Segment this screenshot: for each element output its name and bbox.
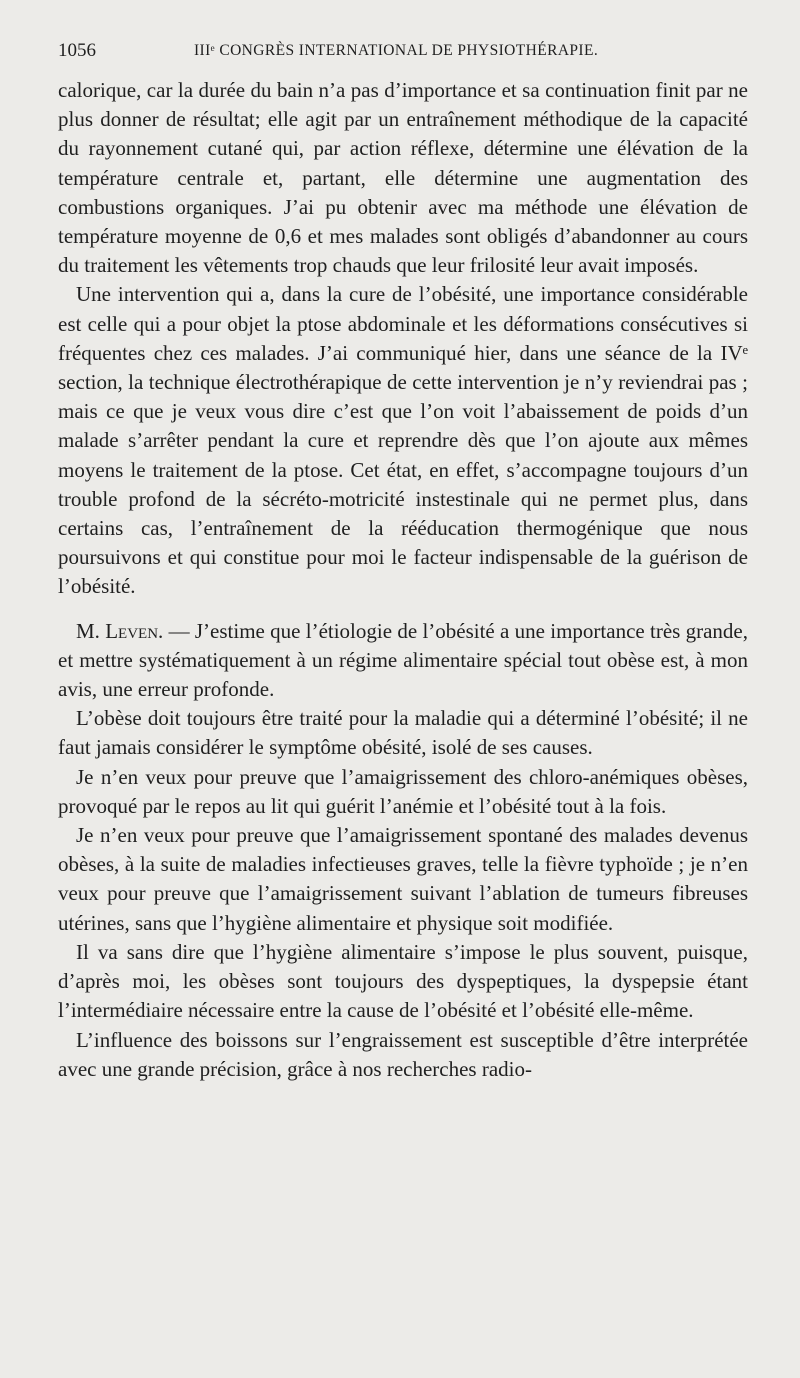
paragraph-leven-text: — J’estime que l’étiologie de l’obésité a une importance très grande, et mettre systématiquement à un régime alimentaire spécial tout obèse est, à mon avis, une erreur profonde. — [58, 618, 748, 702]
running-title: IIIᵉ CONGRÈS INTERNATIONAL DE PHYSIOTHÉRAPIE. — [194, 42, 599, 59]
paragraph-hygiene: Il va sans dire que l’hygiène alimentaire s’impose le plus souvent, puisque, d’après moi, les obèses sont toujours des dyspeptiques, la dyspepsie étant l’intermédiaire nécessaire entre la cause de l’obésité et l’obésité elle-même. — [58, 939, 748, 1023]
body-text — [58, 76, 748, 1084]
paragraph-amaigrissement: Je n’en veux pour preuve que l’amaigrissement spontané des malades devenus obèses, à la suite de maladies infectieuses graves, telle la fièvre typhoïde ; je n’en veux pour preuve que l’amaigrissement suivant l’ablation de tumeurs fibreuses utérines, sans que l’hygiène alimentaire et physique soit modifiée. — [58, 823, 748, 935]
paragraph-continuation: calorique, car la durée du bain n’a pas d’importance et sa continuation finit par ne plus donner de résultat; elle agit par un entraînement méthodique de la capacité du rayonnement cutané qui, par action réflexe, détermine une élévation de la température centrale et, partant, elle détermine une augmentation des combustions organiques. J’ai pu obtenir avec ma méthode une élévation de température moyenne de 0,6 et mes malades sont obligés d’abandonner au cours du traitement les vêtements trop chauds que leur frilosité leur avait imposés. — [58, 78, 748, 278]
paragraph-etiologie: L’obèse doit toujours être traité pour la maladie qui a déterminé l’obésité; il ne faut jamais considérer le symptôme obésité, isolé de ses causes. — [58, 706, 748, 760]
page-header — [58, 40, 748, 70]
paragraph-leven-intro — [58, 617, 748, 705]
speaker-name: M. Leven. — [76, 618, 164, 643]
paragraph-ptose: Une intervention qui a, dans la cure de l’obésité, une importance considérable est celle qui a pour objet la ptose abdominale et les déformations consécutives si fréquentes chez ces malades. J’ai communiqué hier, dans une séance de la IVᵉ section, la technique électrothérapique de cette intervention je n’y reviendrai pas ; mais ce que je veux vous dire c’est que l’on voit l’abaissement de poids d’un malade s’arrêter pendant la cure et reprendre dès que l’on ajoute aux mêmes moyens le traitement de la ptose. Cet état, en effet, s’accompagne toujours d’un trouble profond de la sécréto-motricité instestinale qui ne permet plus, dans certains cas, l’entraînement de la rééducation thermogénique que nous poursuivons et qui constitue pour moi le facteur indispensable de la guérison de l’obésité. — [58, 282, 748, 599]
page-number: 1056 — [58, 40, 96, 61]
paragraph-chloro-anemiques: Je n’en veux pour preuve que l’amaigrissement des chloro-anémiques obèses, provoqué par le repos au lit qui guérit l’anémie et l’obésité tout à la fois. — [58, 764, 748, 818]
paragraph-boissons: L’influence des boissons sur l’engraissement est susceptible d’être interprétée avec une grande précision, grâce à nos recherches radio- — [58, 1027, 748, 1081]
